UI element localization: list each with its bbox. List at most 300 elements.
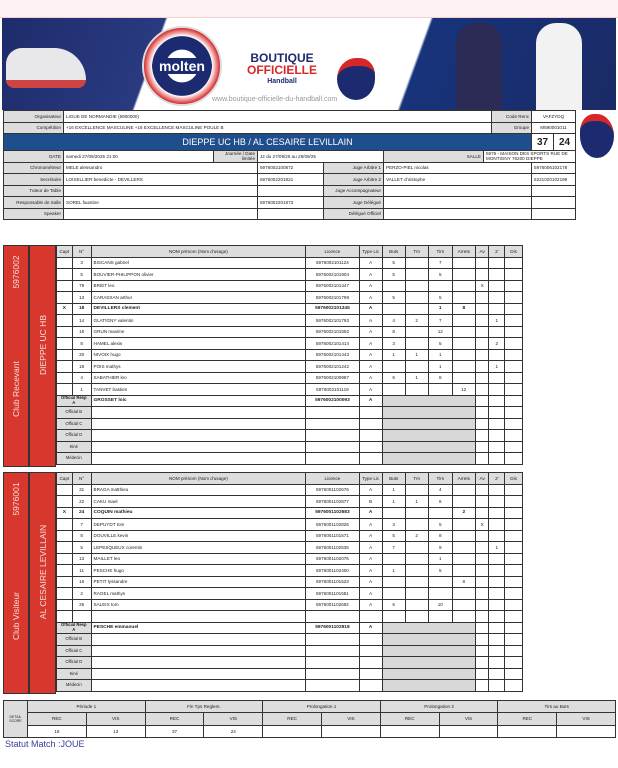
staff-licence (306, 430, 359, 442)
staff-role: Kiné (57, 441, 92, 453)
official-name (64, 208, 258, 220)
player-licence: 5976001102676 (306, 484, 359, 496)
player-tm: 2 (405, 530, 428, 542)
staff-role: Official C (57, 418, 92, 430)
column-header-type: Type Lic (359, 246, 382, 258)
referee-licence: 5221020102199 (532, 174, 576, 186)
player-type: A (359, 530, 382, 542)
player-image (536, 23, 582, 110)
staff-sanction-cell (475, 441, 489, 453)
player-row (57, 303, 523, 315)
player-licence: 5976002100987 (306, 372, 359, 384)
player-two-min (489, 303, 505, 315)
player-capt (57, 269, 73, 281)
player-number: 8 (72, 530, 91, 542)
player-licence: 5976001102877 (306, 496, 359, 508)
player-buts (382, 303, 405, 315)
player-arrets: 12 (452, 384, 475, 396)
column-header-licence: Licence (306, 473, 359, 485)
staff-sanction-cell (489, 441, 505, 453)
player-two-min (489, 372, 505, 384)
player-tm (405, 599, 428, 611)
team-side-label: Club Visiteur (11, 592, 21, 641)
staff-disabled-cells (382, 622, 475, 634)
period-header: Fin Tps Reglem. (145, 701, 263, 713)
player-row (57, 384, 523, 396)
player-licence: 5976002101443 (306, 349, 359, 361)
player-tm: 1 (405, 372, 428, 384)
player-name: DEPUYDT tom (91, 519, 306, 531)
team-code-band (3, 472, 29, 694)
player-licence: 5976001102826 (306, 519, 359, 531)
player-name: HAMEL alexis (91, 338, 306, 350)
player-tirs (428, 611, 452, 623)
player-tirs: 12 (428, 326, 452, 338)
column-header-type: Type Lic (359, 473, 382, 485)
player-row (57, 338, 523, 350)
player-tirs: 4 (428, 484, 452, 496)
staff-disabled-cells (382, 634, 475, 646)
player-buts: 7 (382, 542, 405, 554)
player-number: 2 (72, 588, 91, 600)
player-capt (57, 349, 73, 361)
referee-licence: 5976006102178 (532, 162, 576, 174)
player-tm: 2 (405, 315, 428, 327)
roster-header (57, 473, 523, 485)
player-tirs: 5 (428, 269, 452, 281)
player-arrets (452, 361, 475, 373)
official-licence (258, 185, 324, 197)
player-capt (57, 588, 73, 600)
player-arrets (452, 553, 475, 565)
player-tirs (428, 576, 452, 588)
player-arrets (452, 292, 475, 304)
player-tm: 1 (405, 349, 428, 361)
referee-role: Délégué Officiel (324, 208, 384, 220)
shop-banner[interactable] (2, 18, 616, 110)
player-name: SALEIX tom (91, 599, 306, 611)
staff-name: PESCHE emmanuel (91, 622, 306, 634)
player-arrets (452, 484, 475, 496)
player-two-min (489, 326, 505, 338)
date-value: samedi 27/09/2025 21:00 (64, 151, 214, 163)
player-row (57, 315, 523, 327)
player-capt (57, 565, 73, 577)
detail-score-value: 13 (86, 725, 145, 737)
staff-role: Médecin (57, 680, 92, 692)
staff-sanction-cell (475, 418, 489, 430)
player-buts: 5 (382, 292, 405, 304)
player-tirs: 1 (428, 303, 452, 315)
player-licence: 5976002101124 (306, 257, 359, 269)
staff-sanction-cell (505, 395, 523, 407)
column-header-arrets: Arrets (452, 246, 475, 258)
staff-sanction-cell (505, 680, 523, 692)
staff-disabled-cells (382, 680, 475, 692)
player-tm (405, 280, 428, 292)
player-type: A (359, 599, 382, 611)
player-type: A (359, 507, 382, 519)
staff-role: Official Resp A (57, 622, 92, 634)
official-name: SOREL faustine (64, 197, 258, 209)
player-licence: 5976002101904 (306, 269, 359, 281)
federation-logo-icon (580, 114, 614, 158)
player-number: 22 (72, 496, 91, 508)
brand-line2: OFFICIELLE (247, 63, 317, 77)
staff-sanction-cell (489, 395, 505, 407)
player-image (456, 23, 502, 110)
staff-licence (306, 407, 359, 419)
staff-disabled-cells (382, 395, 475, 407)
player-dis (505, 315, 523, 327)
staff-sanction-cell (505, 634, 523, 646)
player-row (57, 507, 523, 519)
player-dis (505, 338, 523, 350)
player-name: CAKU mael (91, 496, 306, 508)
detail-score-value (263, 725, 322, 737)
player-type: A (359, 519, 382, 531)
referee-name (384, 197, 532, 209)
player-two-min: 2 (489, 338, 505, 350)
organisateur-value: LIGUE DE NORMANDIE (5900000) (64, 111, 492, 123)
journee-value: J2 du 27/09/25 au 28/09/25 (258, 151, 384, 163)
official-licence: 5976002201873 (258, 197, 324, 209)
competition-value: +16 EXCELLENCE MASCULINE +16 EXCELLENCE MASCULINE POULE B (64, 122, 492, 134)
staff-disabled-cells (382, 668, 475, 680)
staff-sanction-cell (505, 441, 523, 453)
official-row (4, 185, 576, 197)
team-code-band (3, 245, 29, 467)
player-av (475, 303, 489, 315)
player-number: 11 (72, 565, 91, 577)
staff-type (359, 668, 382, 680)
team-name: DIEPPE UC HB (37, 315, 48, 376)
player-av: X (475, 519, 489, 531)
player-buts: 1 (382, 349, 405, 361)
staff-role: Kiné (57, 668, 92, 680)
referee-role: Juge Arbitre 2 (324, 174, 384, 186)
ball-brand: molten (152, 58, 212, 74)
player-arrets (452, 349, 475, 361)
staff-sanction-cell (475, 668, 489, 680)
player-row (57, 349, 523, 361)
rec-header: REC (263, 713, 322, 725)
player-tm (405, 576, 428, 588)
player-licence: 5976002101242 (306, 361, 359, 373)
player-dis (505, 530, 523, 542)
referee-role: Juge Accompagnateur (324, 185, 384, 197)
player-arrets: 8 (452, 303, 475, 315)
player-av (475, 326, 489, 338)
staff-type (359, 680, 382, 692)
player-row (57, 542, 523, 554)
player-name: RAGEL mathys (91, 588, 306, 600)
official-name (64, 185, 258, 197)
player-name: BRAGA matthieu (91, 484, 306, 496)
player-two-min (489, 292, 505, 304)
player-licence: 5976001101581 (306, 588, 359, 600)
player-av (475, 384, 489, 396)
referee-role: Juge Arbitre 1 (324, 162, 384, 174)
player-tirs: 5 (428, 292, 452, 304)
player-av (475, 576, 489, 588)
staff-disabled-cells (382, 407, 475, 419)
player-row (57, 565, 523, 577)
match-info-table (3, 110, 576, 220)
staff-sanction-cell (489, 453, 505, 465)
staff-sanction-cell (489, 668, 505, 680)
player-licence (306, 611, 359, 623)
player-row (57, 599, 523, 611)
player-two-min (489, 530, 505, 542)
staff-sanction-cell (489, 418, 505, 430)
player-name: SABATHIER leo (91, 372, 306, 384)
staff-disabled-cells (382, 453, 475, 465)
staff-row (57, 395, 523, 407)
player-av (475, 349, 489, 361)
score-away: 24 (554, 134, 576, 151)
player-av (475, 315, 489, 327)
player-number: 8 (72, 338, 91, 350)
player-type: A (359, 565, 382, 577)
player-two-min (489, 507, 505, 519)
player-type: A (359, 361, 382, 373)
player-capt (57, 576, 73, 588)
staff-row (57, 657, 523, 669)
player-row (57, 361, 523, 373)
player-dis (505, 372, 523, 384)
player-name: PESCHE hugo (91, 565, 306, 577)
staff-sanction-cell (489, 407, 505, 419)
player-row (57, 484, 523, 496)
player-licence: 5976002101793 (306, 315, 359, 327)
player-row (57, 611, 523, 623)
staff-type: A (359, 395, 382, 407)
player-number: 7 (72, 519, 91, 531)
player-av (475, 542, 489, 554)
player-dis (505, 542, 523, 554)
player-dis (505, 303, 523, 315)
player-arrets (452, 542, 475, 554)
referee-licence (532, 197, 576, 209)
groupe-label: Groupe (492, 122, 532, 134)
staff-licence (306, 668, 359, 680)
official-label: Secrétaire (4, 174, 64, 186)
staff-sanction-cell (489, 645, 505, 657)
player-av (475, 553, 489, 565)
column-header-capt: Capt (57, 473, 73, 485)
player-two-min (489, 384, 505, 396)
player-licence: 5976002101345 (306, 303, 359, 315)
brand-line3: Handball (267, 78, 297, 85)
player-capt (57, 257, 73, 269)
player-av (475, 496, 489, 508)
period-header: Prolongation 2 (380, 701, 498, 713)
staff-disabled-cells (382, 418, 475, 430)
player-buts: 4 (382, 315, 405, 327)
player-tirs (428, 507, 452, 519)
player-row (57, 280, 523, 292)
player-tm (405, 542, 428, 554)
referee-name (384, 185, 532, 197)
player-name: GLATIGNY valentin (91, 315, 306, 327)
period-header: Période 1 (28, 701, 146, 713)
player-capt (57, 384, 73, 396)
player-licence: 5976001102400 (306, 565, 359, 577)
player-capt (57, 530, 73, 542)
player-av (475, 565, 489, 577)
player-tirs: 1 (428, 361, 452, 373)
staff-licence: 5976001102918 (306, 622, 359, 634)
player-name (91, 611, 306, 623)
player-licence: 5976002101414 (306, 338, 359, 350)
player-number: 13 (72, 292, 91, 304)
staff-sanction-cell (489, 622, 505, 634)
staff-name (91, 657, 306, 669)
player-capt (57, 484, 73, 496)
team-code: 5976001 (11, 482, 21, 516)
staff-sanction-cell (489, 657, 505, 669)
column-header-capt: Capt (57, 246, 73, 258)
player-row (57, 269, 523, 281)
period-header: Prolongation 1 (263, 701, 381, 713)
staff-type (359, 645, 382, 657)
staff-role: Official D (57, 430, 92, 442)
staff-type (359, 634, 382, 646)
player-av (475, 588, 489, 600)
player-two-min (489, 565, 505, 577)
staff-name: GROSSET loic (91, 395, 306, 407)
rec-header: REC (498, 713, 557, 725)
player-two-min (489, 519, 505, 531)
player-av (475, 338, 489, 350)
vis-header: VIS (322, 713, 381, 725)
player-tirs: 8 (428, 372, 452, 384)
referee-licence (532, 208, 576, 220)
player-capt (57, 292, 73, 304)
player-arrets (452, 257, 475, 269)
player-tm (405, 588, 428, 600)
staff-name (91, 430, 306, 442)
staff-sanction-cell (475, 680, 489, 692)
match-status: Statut Match :JOUE (5, 739, 85, 749)
official-label: Speaker (4, 208, 64, 220)
detail-score-value (557, 725, 616, 737)
staff-sanction-cell (505, 622, 523, 634)
player-tirs (428, 384, 452, 396)
official-licence (258, 208, 324, 220)
official-name: LOISELLIER benedicte - DEVILLERS (64, 174, 258, 186)
competition-label: Compétition (4, 122, 64, 134)
official-name: MELE alessandro (64, 162, 258, 174)
player-tirs: 10 (428, 599, 452, 611)
player-arrets (452, 519, 475, 531)
player-tirs: 1 (428, 553, 452, 565)
banner-url[interactable]: www.boutique-officielle-du-handball.com (212, 96, 338, 103)
player-buts: 1 (382, 496, 405, 508)
player-arrets (452, 269, 475, 281)
player-number: 31 (72, 484, 91, 496)
player-buts: 3 (382, 338, 405, 350)
player-dis (505, 576, 523, 588)
official-row (4, 174, 576, 186)
staff-type (359, 657, 382, 669)
staff-row (57, 418, 523, 430)
roster-table (56, 245, 523, 465)
player-tm (405, 565, 428, 577)
player-name: MAILLET leo (91, 553, 306, 565)
player-capt: X (57, 303, 73, 315)
rec-header: REC (380, 713, 439, 725)
player-buts: 6 (382, 599, 405, 611)
player-av (475, 611, 489, 623)
player-arrets: 8 (452, 576, 475, 588)
team-code: 5976002 (11, 255, 21, 289)
player-type: A (359, 553, 382, 565)
staff-licence (306, 657, 359, 669)
player-buts: 5 (382, 269, 405, 281)
column-header-two-min: 2' (489, 246, 505, 258)
player-two-min (489, 553, 505, 565)
score-home: 37 (532, 134, 554, 151)
staff-disabled-cells (382, 657, 475, 669)
player-type: A (359, 269, 382, 281)
player-licence: 5976001102692 (306, 599, 359, 611)
player-tirs: 8 (428, 530, 452, 542)
player-dis (505, 507, 523, 519)
column-header-tirs: Tirs (428, 246, 452, 258)
player-type: A (359, 326, 382, 338)
player-name: GRUN maxime (91, 326, 306, 338)
staff-sanction-cell (505, 418, 523, 430)
player-number: 18 (72, 303, 91, 315)
player-name: CARASSAN arthur (91, 292, 306, 304)
player-av (475, 372, 489, 384)
staff-role: Official C (57, 645, 92, 657)
player-capt (57, 599, 73, 611)
player-two-min (489, 588, 505, 600)
rec-header: REC (145, 713, 204, 725)
column-header-name: NOM prénom (Nom d'usage) (91, 246, 306, 258)
player-capt (57, 326, 73, 338)
vis-header: VIS (86, 713, 145, 725)
player-two-min (489, 280, 505, 292)
column-header-buts: Buts (382, 473, 405, 485)
player-two-min (489, 576, 505, 588)
player-tirs: 5 (428, 565, 452, 577)
salle-label: SALLE (384, 151, 484, 163)
referee-licence (532, 185, 576, 197)
staff-row (57, 622, 523, 634)
player-buts (382, 588, 405, 600)
staff-role: Médecin (57, 453, 92, 465)
player-tirs (428, 588, 452, 600)
referee-name: VALLET christophe (384, 174, 532, 186)
staff-role: Official D (57, 657, 92, 669)
player-dis (505, 496, 523, 508)
roster-table (56, 472, 523, 692)
player-two-min (489, 599, 505, 611)
brand-line1: BOUTIQUE (250, 51, 314, 65)
player-licence: 5976001102683 (306, 507, 359, 519)
player-capt: X (57, 507, 73, 519)
detail-score-value (498, 725, 557, 737)
staff-type (359, 430, 382, 442)
player-buts: 5 (382, 530, 405, 542)
player-row (57, 326, 523, 338)
column-header-name: NOM prénom (Nom d'usage) (91, 473, 306, 485)
player-row (57, 553, 523, 565)
